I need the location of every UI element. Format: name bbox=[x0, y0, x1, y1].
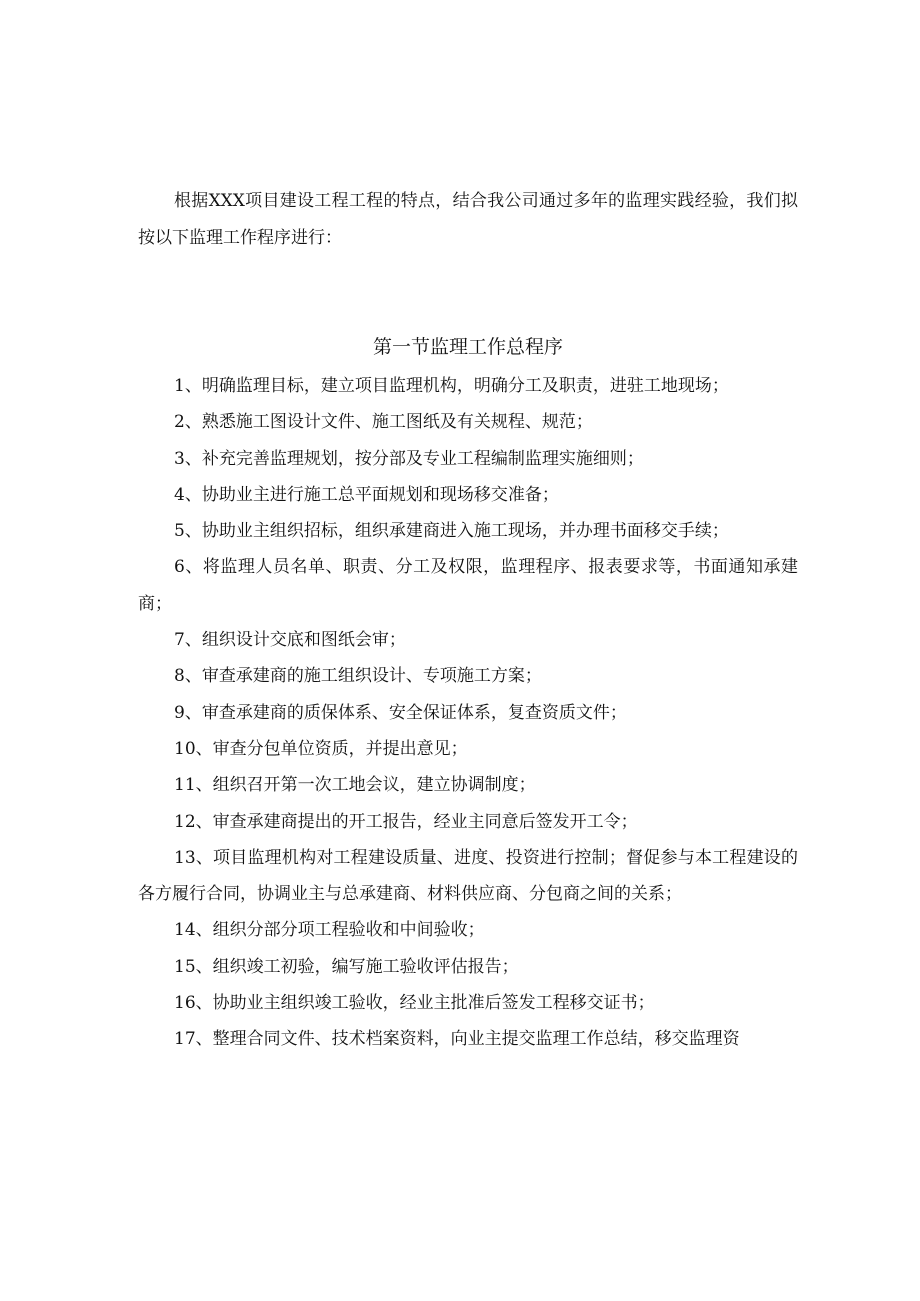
procedure-step: 6、将监理人员名单、职责、分工及权限，监理程序、报表要求等，书面通知承建商； bbox=[138, 557, 798, 614]
procedure-step: 12、审查承建商提出的开工报告，经业主同意后签发开工令； bbox=[174, 811, 638, 832]
procedure-step: 11、组织召开第一次工地会议，建立协调制度； bbox=[174, 775, 536, 796]
procedure-step: 1、明确监理目标，建立项目监理机构，明确分工及职责，进驻工地现场； bbox=[174, 376, 729, 396]
procedure-step: 13、项目监理机构对工程建设质量、进度、投资进行控制；督促参与本工程建设的各方履行合同，协调业主与总承建商、材料供应商、分包商之间的关系； bbox=[138, 847, 798, 905]
procedure-step: 4、协助业主进行施工总平面规划和现场移交准备； bbox=[174, 484, 559, 505]
procedure-steps-list bbox=[138, 368, 798, 1058]
procedure-step: 8、审查承建商的施工组织设计、专项施工方案； bbox=[174, 666, 542, 687]
procedure-step: 5、协助业主组织招标，组织承建商进入施工现场，并办理书面移交手续； bbox=[174, 521, 729, 542]
procedure-step: 2、熟悉施工图设计文件、施工图纸及有关规程、规范； bbox=[174, 412, 593, 433]
procedure-step: 16、协助业主组织竣工验收，经业主批准后签发工程移交证书； bbox=[174, 993, 655, 1014]
intro-paragraph: 根据XXX项目建设工程工程的特点，结合我公司通过多年的监理实践经验，我们拟按以下监理工作程序进行： bbox=[138, 191, 798, 248]
document-page bbox=[138, 0, 798, 1301]
procedure-step: 14、组织分部分项工程验收和中间验收； bbox=[174, 920, 485, 941]
section-title: 第一节监理工作总程序 bbox=[372, 336, 563, 358]
procedure-step: 10、审查分包单位资质，并提出意见； bbox=[174, 738, 468, 759]
procedure-step: 9、审查承建商的质保体系、安全保证体系，复查资质文件； bbox=[174, 702, 627, 723]
procedure-step: 7、组织设计交底和图纸会审； bbox=[174, 630, 406, 651]
procedure-step: 17、整理合同文件、技术档案资料，向业主提交监理工作总结，移交监理资 bbox=[174, 1029, 740, 1050]
procedure-step: 3、补充完善监理规划，按分部及专业工程编制监理实施细则； bbox=[174, 448, 644, 469]
procedure-step: 15、组织竣工初验，编写施工验收评估报告； bbox=[174, 956, 519, 977]
